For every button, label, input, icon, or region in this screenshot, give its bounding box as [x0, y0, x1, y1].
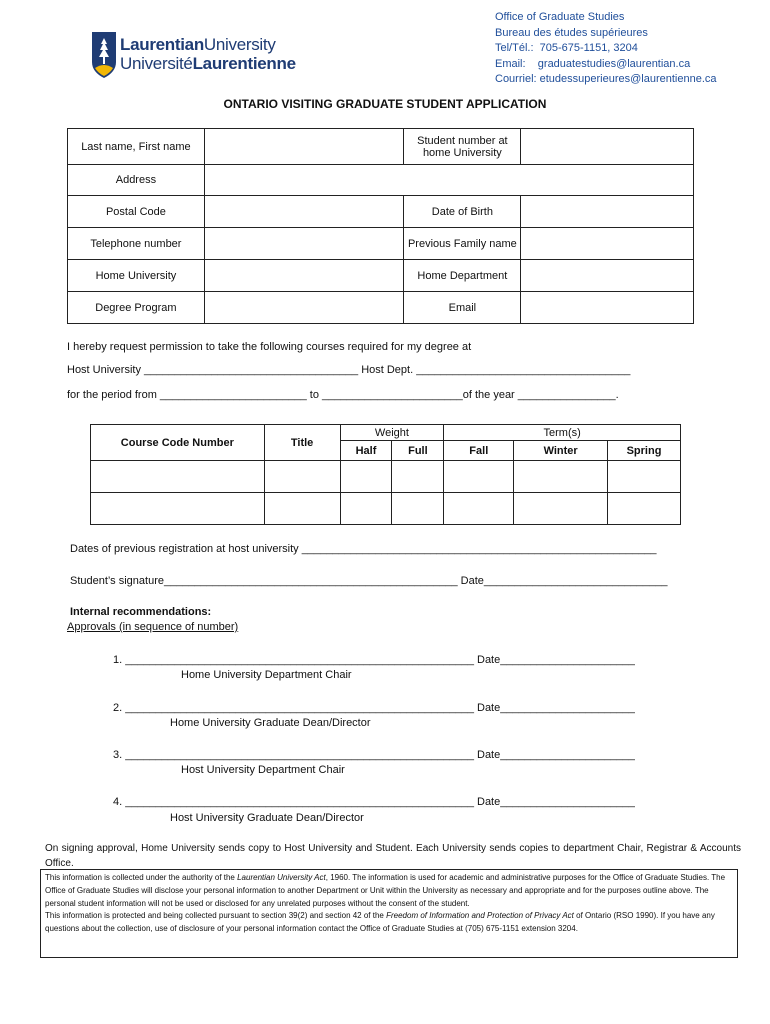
office-name: Office of Graduate Studies	[495, 11, 625, 23]
course-code-header: Course Code Number	[91, 425, 265, 461]
full-header: Full	[392, 441, 444, 461]
office-phone: Tel/Tél.: 705-675-1151, 3204	[495, 42, 638, 55]
postal-code-field[interactable]	[204, 196, 404, 228]
address-label: Address	[68, 165, 205, 196]
degree-program-label: Degree Program	[68, 292, 205, 324]
approvals-subheading: Approvals (in sequence of number)	[67, 621, 239, 633]
spring-cell[interactable]	[608, 461, 681, 493]
approval-line-3[interactable]: 3. _________________________________________________________ Date______________________	[113, 749, 635, 761]
home-university-field[interactable]	[204, 260, 404, 292]
weight-header: Weight	[340, 425, 444, 441]
spring-cell[interactable]	[608, 493, 681, 525]
terms-header: Term(s)	[444, 425, 681, 441]
privacy-notice	[40, 869, 738, 958]
email-label: Email	[404, 292, 521, 324]
table-row	[91, 461, 681, 493]
logo-line-english: LaurentianUniversity	[120, 35, 276, 54]
applicant-info-table	[67, 128, 694, 324]
home-department-label: Home Department	[404, 260, 521, 292]
course-code-cell[interactable]	[91, 493, 265, 525]
student-signature-line[interactable]: Student’s signature________________________________________________ Date______________________________	[70, 575, 668, 587]
telephone-label: Telephone number	[68, 228, 205, 260]
half-header: Half	[340, 441, 392, 461]
winter-cell[interactable]	[514, 493, 608, 525]
approval-role-4: Host University Graduate Dean/Director	[170, 812, 364, 824]
approval-line-1[interactable]: 1. _________________________________________________________ Date______________________	[113, 654, 635, 666]
student-number-label: Student number at home University	[404, 129, 521, 165]
student-number-field[interactable]	[521, 129, 694, 165]
table-row	[91, 493, 681, 525]
period-line[interactable]: for the period from ________________________ to _______________________of the year ________________.	[67, 389, 619, 401]
internal-recommendations-heading: Internal recommendations:	[70, 606, 212, 618]
office-email[interactable]: Email: graduatestudies@laurentian.ca	[495, 57, 691, 70]
half-cell[interactable]	[340, 461, 392, 493]
email-field[interactable]	[521, 292, 694, 324]
dob-label: Date of Birth	[404, 196, 521, 228]
winter-header: Winter	[514, 441, 608, 461]
privacy-notice-paragraph-2: This information is protected and being collected pursuant to section 39(2) and section 42 of the Freedom of Information and Protection of Privacy Act of Ontario (RSO 1990). If you have any questions about the collection, use of disclosure of your personal information contact the Office of Graduate Studies at (705) 675-1151 extension 3204.	[45, 911, 715, 934]
full-cell[interactable]	[392, 461, 444, 493]
approval-line-4[interactable]: 4. _________________________________________________________ Date______________________	[113, 796, 635, 808]
host-university-line[interactable]: Host University ___________________________________ Host Dept. ___________________________________	[67, 364, 631, 376]
approval-role-1: Home University Department Chair	[181, 669, 352, 681]
last-first-name-label: Last name, First name	[68, 129, 205, 165]
course-code-cell[interactable]	[91, 461, 265, 493]
title-header: Title	[264, 425, 340, 461]
degree-program-field[interactable]	[204, 292, 404, 324]
shield-logo-icon	[92, 32, 116, 78]
privacy-notice-paragraph-1: This information is collected under the authority of the Laurentian University Act, 1960. The information is used for academic and administrative purposes for the Office of Graduate Studies. The Office of Graduate Studies will disclose your personal information to another Department or Unit within the University as necessary and appropriate and for the purposes outline above. The personal student information will not be used or disclosed for any unrelated purposes without the consent of the student.	[45, 873, 726, 908]
approval-role-3: Host University Department Chair	[181, 764, 345, 776]
logo-line-french: UniversitéLaurentienne	[120, 54, 296, 73]
request-statement: I hereby request permission to take the following courses required for my degree at	[67, 341, 472, 353]
title-cell[interactable]	[264, 461, 340, 493]
full-cell[interactable]	[392, 493, 444, 525]
telephone-field[interactable]	[204, 228, 404, 260]
signing-instructions: On signing approval, Home University sends copy to Host University and Student. Each University sends copies to department Chair, Registrar & Accounts Office.	[45, 843, 741, 869]
course-table	[90, 424, 681, 525]
winter-cell[interactable]	[514, 461, 608, 493]
spring-header: Spring	[608, 441, 681, 461]
fall-cell[interactable]	[444, 461, 514, 493]
office-courriel[interactable]: Courriel: etudessuperieures@laurentienne.ca	[495, 73, 717, 86]
page-title: ONTARIO VISITING GRADUATE STUDENT APPLICATION	[223, 97, 547, 111]
home-department-field[interactable]	[521, 260, 694, 292]
approval-role-2: Home University Graduate Dean/Director	[170, 717, 371, 729]
previous-family-name-label: Previous Family name	[404, 228, 521, 260]
postal-code-label: Postal Code	[68, 196, 205, 228]
home-university-label: Home University	[68, 260, 205, 292]
office-contact-block	[495, 10, 717, 88]
address-field[interactable]	[204, 165, 693, 196]
title-cell[interactable]	[264, 493, 340, 525]
last-first-name-field[interactable]	[204, 129, 404, 165]
dates-previous-registration-line[interactable]: Dates of previous registration at host university __________________________________________________________	[70, 543, 657, 555]
fall-header: Fall	[444, 441, 514, 461]
previous-family-name-field[interactable]	[521, 228, 694, 260]
fall-cell[interactable]	[444, 493, 514, 525]
dob-field[interactable]	[521, 196, 694, 228]
office-name-fr: Bureau des études supérieures	[495, 26, 648, 39]
approval-line-2[interactable]: 2. _________________________________________________________ Date______________________	[113, 702, 635, 714]
half-cell[interactable]	[340, 493, 392, 525]
